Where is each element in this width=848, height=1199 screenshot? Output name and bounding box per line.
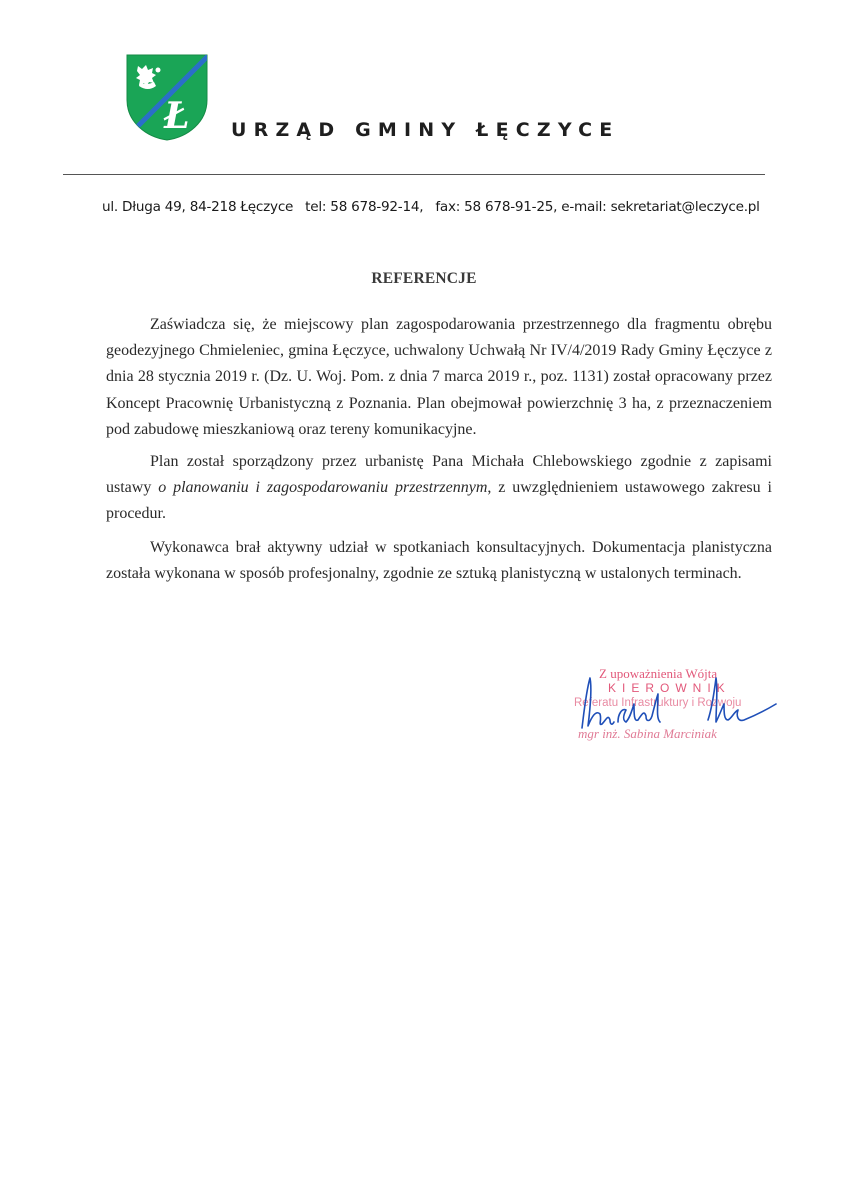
stamp-signatory-name: mgr inż. Sabina Marciniak bbox=[578, 726, 717, 741]
stamp-position: KIEROWNIK bbox=[608, 681, 731, 695]
paragraph-2-text-a: Plan został sporządzony przez urbanistę Pana Michała Chlebowskiego zgodnie z zapisami ustawy bbox=[106, 453, 772, 497]
coat-of-arms-icon bbox=[124, 52, 210, 142]
contact-address: ul. Długa 49, 84-218 Łęczyce bbox=[102, 199, 294, 215]
document-title: REFERENCJE bbox=[371, 270, 477, 287]
paragraph-1: Zaświadcza się, że miejscowy plan zagospodarowania przestrzennego dla fragmentu obrębu geodezyjnego Chmieleniec, gmina Łęczyce, uchwalony Uchwałą Nr IV/4/2019 Rady Gminy Łęczyce z dnia 28 stycznia 2019 r. (Dz. U. Woj. Pom. z dnia 7 marca 2019 r., poz. 1131) został opracowany przez Koncept Pracownię Urbanistyczną z Poznania. Plan obejmował powierzchnię 3 ha, z przeznaczeniem pod zabudowę mieszkaniową oraz tereny komunikacyjne. bbox=[106, 316, 772, 438]
contact-email[interactable]: e-mail: sekretariat@leczyce.pl bbox=[561, 199, 760, 215]
stamp-department: Referatu Infrastruktury i Rozwoju bbox=[574, 697, 742, 709]
stamp-authorization: Z upoważnienia Wójta bbox=[599, 666, 718, 681]
paragraph-3: Wykonawca brał aktywny udział w spotkaniach konsultacyjnych. Dokumentacja planistyczna została wykonana w sposób profesjonalny, zgodnie ze sztuką planistyczną w ustalonych terminach. bbox=[106, 538, 772, 582]
act-title: o planowaniu i zagospodarowaniu przestrzennym bbox=[158, 479, 488, 497]
official-stamp bbox=[568, 664, 778, 748]
document-body bbox=[106, 312, 772, 593]
contact-line bbox=[102, 199, 760, 215]
contact-fax: fax: 58 678-91-25, bbox=[435, 199, 558, 215]
paragraph-2 bbox=[106, 449, 772, 528]
header-divider bbox=[63, 174, 765, 175]
crest-letter: Ł bbox=[164, 95, 190, 137]
contact-phone: tel: 58 678-92-14, bbox=[305, 199, 424, 215]
organization-name: URZĄD GMINY ŁĘCZYCE bbox=[231, 119, 620, 141]
paragraph-2-text-b: , z uwzględnieniem ustawowego zakresu i procedur. bbox=[106, 479, 772, 523]
